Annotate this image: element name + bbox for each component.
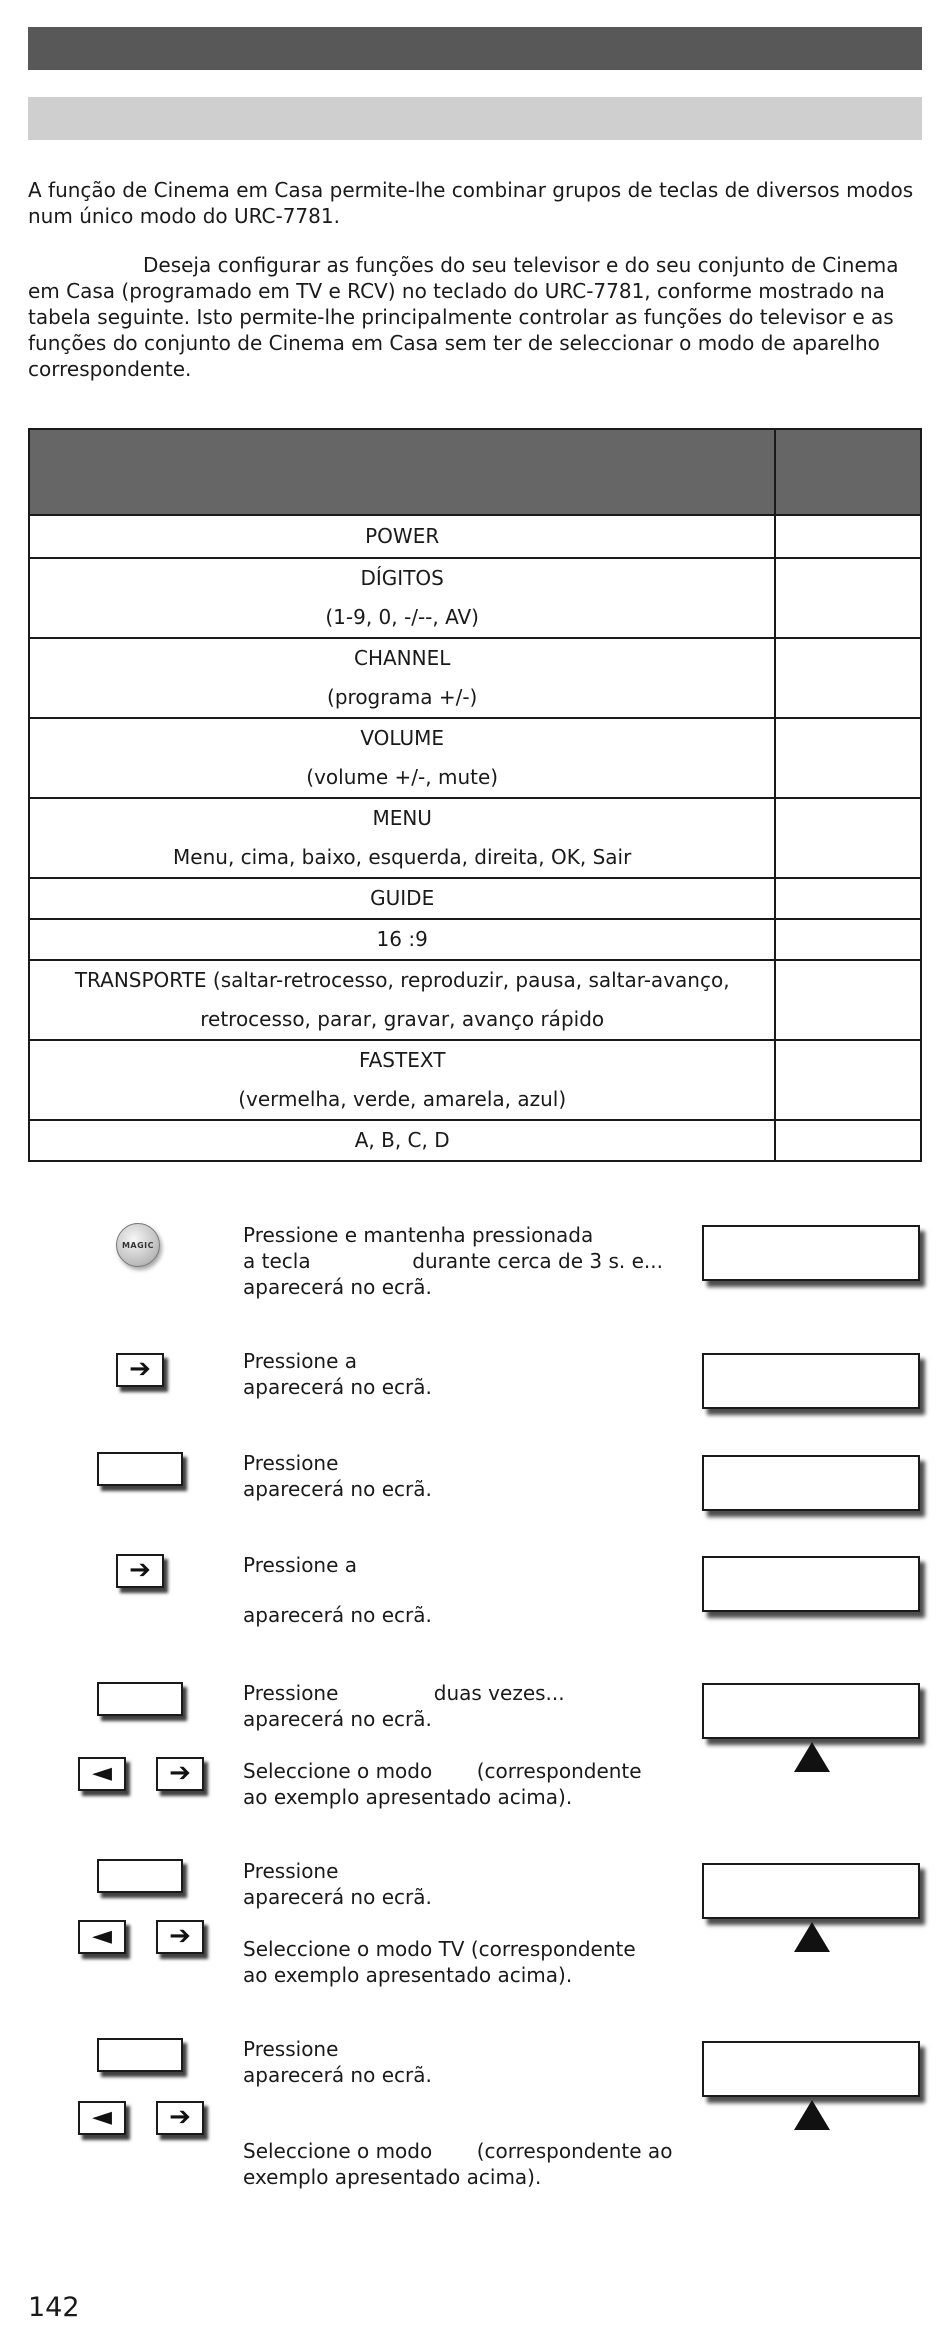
table-cell-keys xyxy=(29,960,775,1040)
step-1-display xyxy=(702,1225,920,1281)
table-cell-keys xyxy=(29,919,775,960)
example-paragraph: Deseja configurar as funções do seu televisor e do seu conjunto de Cinema em Casa (programado em TV e RCV) no teclado do URC-7781, conforme mostrado na tabela seguinte. Isto permite-lhe principalmente controlar as funções do televisor e as funções do conjunto de Cinema em Casa sem ter de seleccionar o modo de aparelho correspondente. xyxy=(28,253,899,381)
table-row xyxy=(29,718,921,798)
step-5-text xyxy=(243,1680,683,1810)
step-2-display xyxy=(702,1353,920,1409)
key-group-detail: Menu, cima, baixo, esquerda, direita, OK, Sair xyxy=(173,845,632,869)
key-group-label: 16 :9 xyxy=(376,927,428,951)
table-row xyxy=(29,515,921,558)
table-cell-keys xyxy=(29,1040,775,1120)
step-3-display xyxy=(702,1455,920,1511)
table-cell-keys xyxy=(29,878,775,919)
step-6-line-4: ao exemplo apresentado acima). xyxy=(243,1963,573,1987)
left-arrow-key-icon: ◄ xyxy=(78,2101,126,2135)
table-row xyxy=(29,638,921,718)
step-6-line-3: Seleccione o modo TV (correspondente xyxy=(243,1937,636,1961)
right-arrow-key-icon: ➔ xyxy=(156,2101,204,2135)
step-4-text xyxy=(243,1552,683,1628)
key-group-detail: (volume +/-, mute) xyxy=(306,765,499,789)
header-bar-dark xyxy=(28,27,922,70)
key-group-label: MENU xyxy=(372,806,432,830)
table-cell-mode xyxy=(775,919,921,960)
table-row xyxy=(29,1040,921,1120)
key-group-label: A, B, C, D xyxy=(354,1128,450,1152)
key-group-label: VOLUME xyxy=(360,726,445,750)
key-group-label: DÍGITOS xyxy=(360,566,444,590)
table-row xyxy=(29,919,921,960)
key-group-detail: (1-9, 0, -/--, AV) xyxy=(325,605,479,629)
table-cell-mode xyxy=(775,960,921,1040)
step-2-line-1: Pressione a xyxy=(243,1349,358,1373)
step-3-line-1: Pressione xyxy=(243,1451,339,1475)
up-triangle-icon xyxy=(794,1922,830,1952)
table-cell-mode xyxy=(775,798,921,878)
step-6-text xyxy=(243,1858,683,1988)
table-cell-keys xyxy=(29,798,775,878)
right-arrow-key-icon: ➔ xyxy=(156,1757,204,1791)
step-2-text xyxy=(243,1348,683,1400)
step-7-line-3: Seleccione o modo (correspondente ao xyxy=(243,2139,673,2163)
key-groups-table xyxy=(28,428,922,1162)
key-group-label: TRANSPORTE (saltar-retrocesso, reproduzir, pausa, saltar-avanço, xyxy=(74,968,730,992)
table-row xyxy=(29,798,921,878)
right-arrow-key-icon: ➔ xyxy=(116,1353,164,1387)
up-triangle-icon xyxy=(794,2100,830,2130)
step-1-line-1: Pressione e mantenha pressionada xyxy=(243,1223,594,1247)
table-cell-keys xyxy=(29,718,775,798)
table-header-mode xyxy=(775,429,921,515)
step-5-display xyxy=(702,1683,920,1739)
table-row xyxy=(29,878,921,919)
intro-paragraph: A função de Cinema em Casa permite-lhe combinar grupos de teclas de diversos modos num único modo do URC-7781. xyxy=(28,178,914,228)
header-bar-light xyxy=(28,97,922,140)
key-button-icon xyxy=(97,1859,183,1893)
table-cell-keys xyxy=(29,638,775,718)
right-arrow-key-icon: ➔ xyxy=(116,1554,164,1588)
key-group-label: FASTEXT xyxy=(358,1048,446,1072)
up-triangle-icon xyxy=(794,1742,830,1772)
step-5-line-1: Pressione duas vezes... xyxy=(243,1681,565,1705)
key-button-icon xyxy=(97,2038,183,2072)
step-3-line-2: aparecerá no ecrã. xyxy=(243,1477,432,1501)
step-5-line-2: aparecerá no ecrã. xyxy=(243,1707,432,1731)
step-1-text xyxy=(243,1222,683,1300)
table-cell-keys xyxy=(29,558,775,638)
step-7-line-2: aparecerá no ecrã. xyxy=(243,2063,432,2087)
step-7-display xyxy=(702,2041,920,2097)
step-6-display xyxy=(702,1863,920,1919)
table-cell-mode xyxy=(775,1040,921,1120)
table-cell-mode xyxy=(775,878,921,919)
step-2-line-2: aparecerá no ecrã. xyxy=(243,1375,432,1399)
page-number: 142 xyxy=(28,2292,80,2323)
table-row xyxy=(29,1120,921,1161)
key-group-detail: (programa +/-) xyxy=(327,685,478,709)
step-1-line-3: aparecerá no ecrã. xyxy=(243,1275,432,1299)
table-cell-mode xyxy=(775,718,921,798)
table-header-keys xyxy=(29,429,775,515)
step-6-line-2: aparecerá no ecrã. xyxy=(243,1885,432,1909)
table-cell-mode xyxy=(775,1120,921,1161)
key-group-label: POWER xyxy=(365,524,440,548)
table-cell-mode xyxy=(775,638,921,718)
magic-key-icon: MAGIC xyxy=(116,1223,160,1267)
step-5-line-3: Seleccione o modo (correspondente xyxy=(243,1759,642,1783)
key-group-label: GUIDE xyxy=(370,886,435,910)
step-4-line-1: Pressione a xyxy=(243,1553,358,1577)
key-button-icon xyxy=(97,1682,183,1716)
left-arrow-key-icon: ◄ xyxy=(78,1920,126,1954)
key-group-detail: retrocesso, parar, gravar, avanço rápido xyxy=(200,1007,605,1031)
left-arrow-key-icon: ◄ xyxy=(78,1757,126,1791)
table-header-row xyxy=(29,429,921,515)
key-group-detail: (vermelha, verde, amarela, azul) xyxy=(238,1087,567,1111)
table-row xyxy=(29,960,921,1040)
step-7-line-4: exemplo apresentado acima). xyxy=(243,2165,542,2189)
key-button-icon xyxy=(97,1452,183,1486)
step-4-line-2: aparecerá no ecrã. xyxy=(243,1603,432,1627)
step-1-line-2: a tecla durante cerca de 3 s. e... xyxy=(243,1249,663,1273)
step-7-text xyxy=(243,2036,683,2190)
table-cell-mode xyxy=(775,515,921,558)
table-cell-mode xyxy=(775,558,921,638)
step-5-line-4: ao exemplo apresentado acima). xyxy=(243,1785,573,1809)
table-cell-keys xyxy=(29,515,775,558)
step-4-display xyxy=(702,1556,920,1612)
table-row xyxy=(29,558,921,638)
key-group-label: CHANNEL xyxy=(353,646,451,670)
step-3-text xyxy=(243,1450,683,1502)
step-7-line-1: Pressione xyxy=(243,2037,339,2061)
right-arrow-key-icon: ➔ xyxy=(156,1920,204,1954)
table-cell-keys xyxy=(29,1120,775,1161)
step-6-line-1: Pressione xyxy=(243,1859,339,1883)
